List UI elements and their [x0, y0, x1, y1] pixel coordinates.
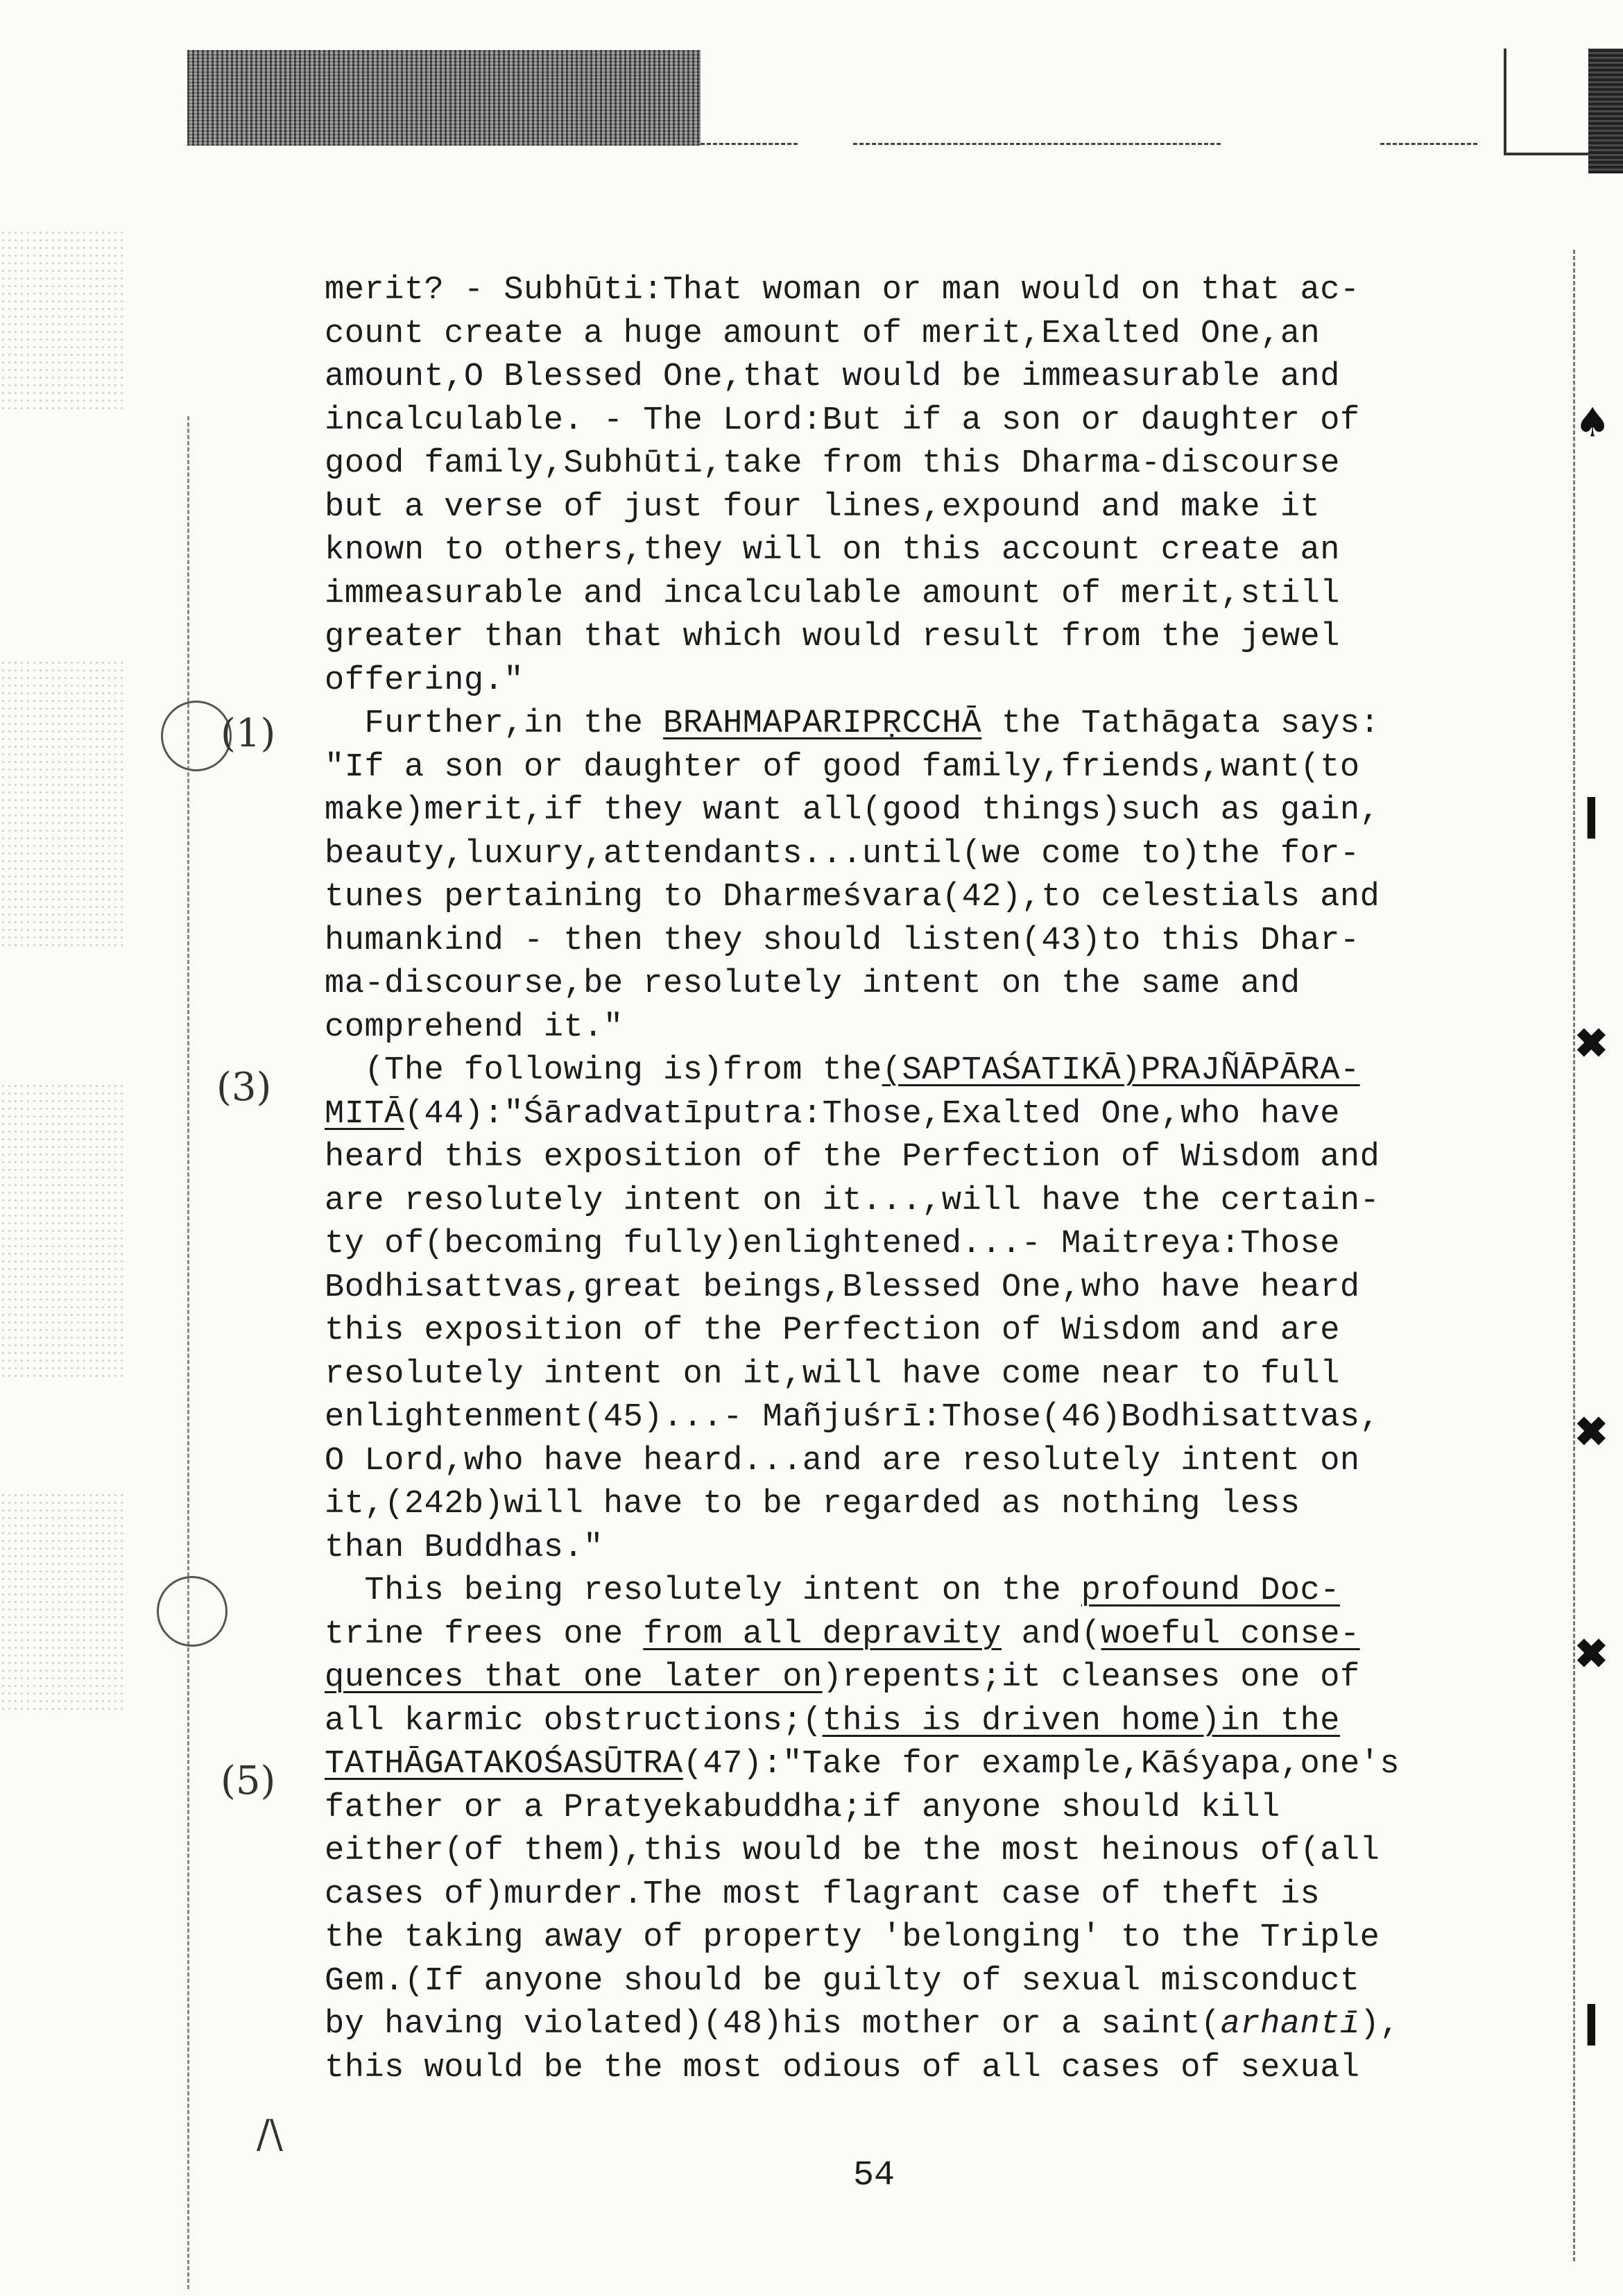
text-run: (47):"Take for example,Kāśyapa,one's	[682, 1746, 1400, 1783]
text-line: cases of)murder.The most flagrant case of theft is	[325, 1876, 1321, 1913]
text-line	[325, 1050, 1559, 1093]
text-run: trine frees one	[325, 1616, 644, 1653]
margin-note-1: (1)	[221, 711, 276, 756]
text-line: good family,Subhūti,take from this Dharma-discourse	[325, 445, 1340, 482]
text-line: Bodhisattvas,great beings,Blessed One,who have heard	[325, 1269, 1360, 1306]
underlined-phrase: from all depravity	[643, 1616, 1002, 1653]
text-line	[325, 1613, 1559, 1657]
text-line	[325, 703, 1559, 746]
sutra-title: TATHĀGATAKOŚASŪTRA	[325, 1746, 683, 1783]
text-run: Further,in the	[325, 705, 663, 742]
right-margin-rule	[1573, 250, 1575, 2261]
corner-bracket	[1504, 49, 1506, 153]
text-line: amount,O Blessed One,that would be immeasurable and	[325, 359, 1340, 395]
text-line: count create a huge amount of merit,Exalted One,an	[325, 315, 1321, 352]
text-run: and(	[1001, 1616, 1101, 1653]
header-rule	[1380, 143, 1477, 145]
text-line	[325, 2003, 1559, 2047]
underlined-phrase: this is driven home)in the	[822, 1702, 1340, 1740]
left-margin-rule	[187, 416, 189, 2289]
text-line	[325, 1656, 1559, 1700]
text-line	[325, 1743, 1559, 1787]
text-line: tunes pertaining to Dharmeśvara(42),to celestials and	[325, 879, 1380, 916]
text-line: make)merit,if they want all(good things)such as gain,	[325, 792, 1380, 829]
text-line: this would be the most odious of all cases of sexual	[325, 2049, 1360, 2087]
left-margin-speckle	[0, 1082, 125, 1380]
italic-term: arhantī	[1220, 2006, 1360, 2043]
text-line: beauty,luxury,attendants...until(we come to)the for-	[325, 835, 1360, 873]
text-line	[325, 1093, 1559, 1137]
text-line: greater than that which would result from the jewel	[325, 619, 1340, 656]
text-line: incalculable. - The Lord:But if a son or daughter of	[325, 402, 1360, 439]
text-line: ty of(becoming fully)enlightened...- Maitreya:Those	[325, 1226, 1340, 1262]
text-line: are resolutely intent on it...,will have the certain-	[325, 1182, 1380, 1219]
text-line: O Lord,who have heard...and are resolutely intent on	[325, 1442, 1360, 1480]
right-margin-mark: ❙	[1574, 1998, 1608, 2045]
text-line	[325, 1700, 1559, 1744]
underlined-phrase: quences that one later on	[325, 1659, 823, 1696]
text-run: (The following is)from the	[325, 1052, 882, 1089]
text-line: Gem.(If anyone should be guilty of sexual misconduct	[325, 1962, 1360, 2000]
text-line: resolutely intent on it,will have come near to full	[325, 1355, 1340, 1393]
text-run: all karmic obstructions;(	[325, 1702, 823, 1740]
right-margin-mark: ✖	[1574, 1630, 1608, 1677]
underlined-phrase: profound Doc-	[1081, 1573, 1340, 1609]
header-scan-strip	[187, 50, 701, 146]
right-margin-mark: ❙	[1574, 791, 1608, 838]
text-line: the taking away of property 'belonging' to the Triple	[325, 1919, 1380, 1956]
page-number: 54	[853, 2156, 895, 2195]
text-line: either(of them),this would be the most heinous of(all	[325, 1833, 1380, 1869]
text-run: by having violated)(48)his mother or a saint(	[325, 2006, 1221, 2043]
text-line: comprehend it."	[325, 1009, 624, 1046]
text-line: this exposition of the Perfection of Wisdom and are	[325, 1312, 1340, 1349]
left-margin-speckle	[0, 229, 125, 409]
binder-hole-mark	[157, 1576, 227, 1647]
header-rule	[853, 143, 1221, 145]
text-line	[325, 1570, 1559, 1613]
text-line: immeasurable and incalculable amount of merit,still	[325, 575, 1340, 612]
text-line: father or a Pratyekabuddha;if anyone should kill	[325, 1789, 1280, 1826]
right-margin-mark: ✖	[1574, 1020, 1608, 1067]
margin-note-mark: /\	[257, 2112, 283, 2157]
corner-scan-shadow	[1588, 49, 1623, 173]
text-line: merit? - Subhūti:That woman or man would on that ac-	[325, 272, 1360, 309]
margin-note-3: (3)	[216, 1065, 272, 1110]
sutra-title: BRAHMAPARIPṚCCHĀ	[662, 705, 982, 742]
right-margin-mark: ♠	[1574, 399, 1611, 446]
sutra-title: (SAPTAŚATIKĀ)PRAJÑĀPĀRA-	[882, 1052, 1360, 1089]
text-line: heard this exposition of the Perfection of Wisdom and	[325, 1139, 1380, 1176]
left-margin-speckle	[0, 659, 125, 950]
right-margin-mark: ✖	[1574, 1408, 1608, 1455]
margin-note-5: (5)	[221, 1758, 276, 1804]
text-line: than Buddhas."	[325, 1529, 603, 1566]
text-run: (44):"Śāradvatīputra:Those,Exalted One,who have	[404, 1095, 1340, 1133]
header-rule	[701, 143, 798, 145]
text-line: but a verse of just four lines,expound and make it	[325, 488, 1321, 526]
text-line: ma-discourse,be resolutely intent on the same and	[325, 966, 1300, 1002]
text-run: This being resolutely intent on the	[325, 1573, 1081, 1609]
text-line: enlightenment(45)...- Mañjuśrī:Those(46)Bodhisattvas,	[325, 1399, 1380, 1436]
underlined-phrase: woeful conse-	[1101, 1616, 1360, 1653]
body-text	[325, 269, 1559, 2090]
text-line: it,(242b)will have to be regarded as nothing less	[325, 1486, 1300, 1523]
left-margin-speckle	[0, 1491, 125, 1713]
text-line: offering."	[325, 662, 524, 699]
text-line: known to others,they will on this account create an	[325, 532, 1340, 569]
text-line: humankind - then they should listen(43)to this Dhar-	[325, 922, 1360, 959]
text-run: )repents;it cleanses one of	[822, 1659, 1360, 1696]
sutra-title: MITĀ	[325, 1095, 404, 1133]
text-line: "If a son or daughter of good family,friends,want(to	[325, 748, 1360, 786]
text-run: ),	[1359, 2006, 1400, 2043]
text-run: the Tathāgata says:	[981, 705, 1380, 742]
corner-bracket	[1504, 153, 1588, 155]
